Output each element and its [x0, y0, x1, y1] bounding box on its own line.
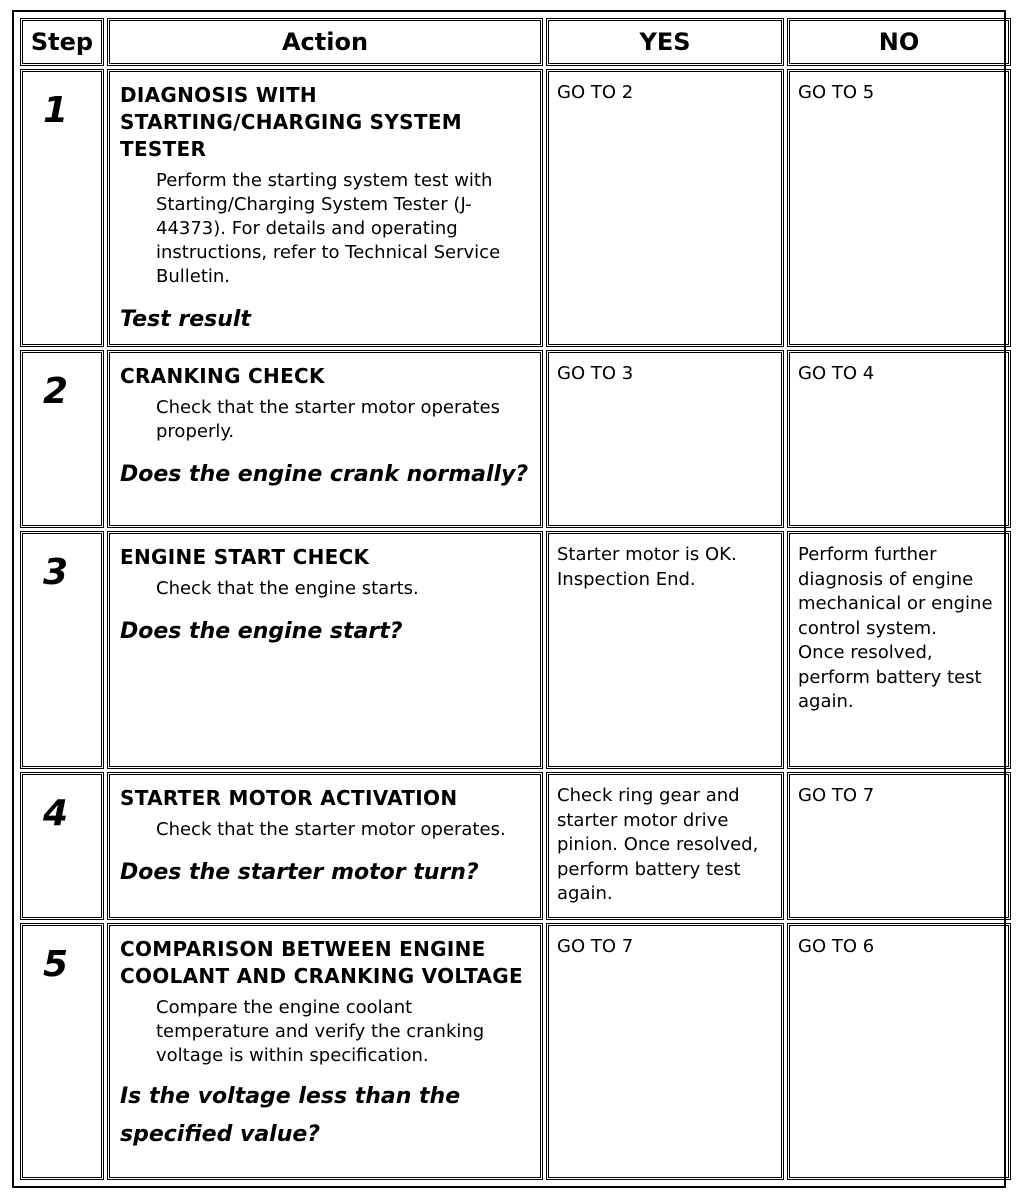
no-cell [787, 350, 1011, 528]
step-number: 2 [20, 350, 104, 528]
action-cell [107, 772, 543, 920]
table-row [20, 531, 1011, 769]
header-step: Step [20, 18, 104, 66]
action-body: Check that the starter motor operates properly. [156, 397, 500, 442]
action-cell [107, 923, 543, 1180]
action-body: Check that the starter motor operates. [156, 819, 506, 840]
no-cell [787, 69, 1011, 347]
no-text: GO TO 4 [798, 363, 875, 384]
yes-text: GO TO 7 [557, 936, 634, 957]
action-question: Does the starter motor turn? [120, 860, 479, 885]
step-number: 4 [20, 772, 104, 920]
action-cell [107, 69, 543, 347]
table-row [20, 350, 1011, 528]
step-number: 1 [20, 69, 104, 347]
action-cell [107, 531, 543, 769]
no-text: GO TO 7 [798, 785, 875, 806]
yes-text: Starter motor is OK. [557, 544, 737, 565]
header-yes: YES [546, 18, 784, 66]
header-row [20, 18, 1011, 66]
no-text: GO TO 6 [798, 936, 875, 957]
yes-text: GO TO 2 [557, 82, 634, 103]
action-question: Test result [120, 307, 251, 332]
action-question: Is the voltage less than the specified value? [120, 1084, 461, 1147]
no-cell [787, 923, 1011, 1180]
yes-cell [546, 350, 784, 528]
action-body: Compare the engine coolant temperature and verify the cranking voltage is within specification. [156, 997, 485, 1066]
step-number: 5 [20, 923, 104, 1180]
diagnostic-table-frame [12, 10, 1006, 1188]
header-no: NO [787, 18, 1011, 66]
header-action: Action [107, 18, 543, 66]
yes-cell [546, 531, 784, 769]
yes-cell [546, 69, 784, 347]
table-row [20, 69, 1011, 347]
yes-text: Inspection End. [557, 568, 696, 590]
diagnostic-table [17, 15, 1014, 1183]
yes-cell [546, 923, 784, 1180]
action-title: DIAGNOSIS WITH STARTING/CHARGING SYSTEM TESTER [120, 83, 462, 161]
action-question: Does the engine crank normally? [120, 462, 529, 487]
yes-text: Check ring gear and starter motor drive pinion. Once resolved, perform battery test again. [557, 785, 759, 904]
yes-text: GO TO 3 [557, 363, 634, 384]
action-cell [107, 350, 543, 528]
action-title: ENGINE START CHECK [120, 545, 370, 569]
action-title: STARTER MOTOR ACTIVATION [120, 786, 458, 810]
no-text: Once resolved, perform battery test again. [798, 642, 982, 712]
table-row [20, 923, 1011, 1180]
no-cell [787, 531, 1011, 769]
action-body: Check that the engine starts. [156, 578, 419, 599]
table-row [20, 772, 1011, 920]
step-number: 3 [20, 531, 104, 769]
action-body: Perform the starting system test with Starting/Charging System Tester (J-44373). For details and operating instructions, refer to Technical Service Bulletin. [156, 170, 501, 287]
action-title: CRANKING CHECK [120, 364, 325, 388]
action-question: Does the engine start? [120, 619, 403, 644]
no-cell [787, 772, 1011, 920]
no-text: GO TO 5 [798, 82, 875, 103]
yes-cell [546, 772, 784, 920]
action-title: COMPARISON BETWEEN ENGINE COOLANT AND CRANKING VOLTAGE [120, 937, 523, 988]
no-text: Perform further diagnosis of engine mechanical or engine control system. [798, 544, 993, 639]
